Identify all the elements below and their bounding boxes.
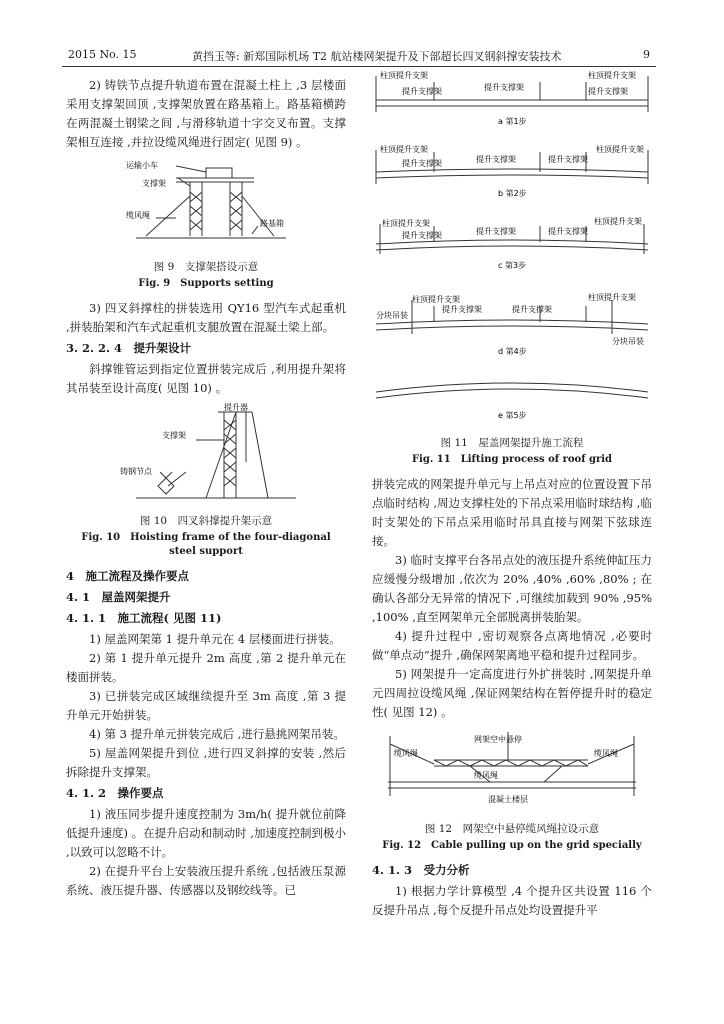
figure-caption-en: Fig. 11 Lifting process of roof grid [411,454,613,465]
fig11-d-label: 提升支撑架 [512,305,552,314]
paragraph: 1) 屋盖网架第 1 提升单元在 4 层楼面进行拼装。 [89,632,341,646]
paragraph: 3) 已拼装完成区域继续提升至 3m 高度 ,第 3 提升单元开始拼装。 [66,689,346,722]
fig11-step-label: d 第4步 [498,347,527,356]
fig11-d-label: 柱顶提升支架 [588,293,636,302]
paragraph: 2) 第 1 提升单元提升 2m 高度 ,第 2 提升单元在楼面拼装。 [66,651,346,684]
fig11-d-label: 提升支撑架 [442,305,482,314]
paragraph: 2) 铸铁节点提升轨道布置在混凝土柱上 ,3 层楼面采用支撑架回顶 ,支撑架放置在路基箱上。路基箱横跨在两混凝土钢梁之间 ,与滑移轨道十字交叉布置。支撑架相互连接 ,并拉设缆风绳进行固定( 见图 9) 。 [66,78,346,149]
figure-caption-cn: 图 11 屋盖网架提升施工流程 [440,437,584,449]
fig12-label: 缆风绳 [474,771,498,780]
paragraph: 5) 屋盖网架提升到位 ,进行四叉斜撑的安装 ,然后拆除提升支撑架。 [66,746,346,779]
paragraph: 拼装完成的网架提升单元与上吊点对应的位置设置下吊点临时结构 ,周边支撑柱处的下吊点采用临时球结构 ,临时支架处的下吊点采用临时吊具直接与网架下弦球连接。 [372,477,652,548]
figure-caption-en: steel support [169,546,243,557]
fig11-a-label: 柱顶提升支架 [380,71,428,80]
fig11-a-label: 柱顶提升支架 [588,71,636,80]
section-heading: 4. 1. 3 受力分析 [372,863,470,877]
fig11-step-label: b 第2步 [498,189,527,198]
figure-caption-cn: 图 9 支撑架搭设示意 [153,261,259,273]
section-heading: 4 施工流程及操作要点 [66,569,190,583]
fig12-label: 缆风绳 [394,749,418,758]
fig12-label: 混凝土楼层 [488,795,528,804]
lifting-process-diagram [372,56,652,424]
header-title: 黄挡玉等: 新郑国际机场 T2 航站楼网架提升及下部超长四叉钢斜撑安装技术 [192,50,562,63]
cable-pulling-diagram [382,726,642,810]
fig11-a-label: 提升支撑架 [484,83,524,92]
fig11-c-label: 提升支撑架 [476,227,516,236]
section-heading: 4. 1. 2 操作要点 [66,786,164,800]
left-column [66,76,346,900]
figure-12 [372,726,652,853]
fig11-d-label: 分块吊装 [376,311,408,320]
paragraph: 4) 提升过程中 ,密切观察各点离地情况 ,必要时做“单点动”提升 ,确保网架离地平稳和提升过程同步。 [372,629,652,662]
fig11-c-label: 柱顶提升支架 [594,217,642,226]
figure-caption-en: Fig. 12 Cable pulling up on the grid specially [382,840,642,851]
fig11-d-label: 柱顶提升支架 [412,295,460,304]
paragraph: 1) 根据力学计算模型 ,4 个提升区共设置 116 个反提升吊点 ,每个反提升吊点处均设置提升平 [372,884,652,917]
paragraph: 2) 在提升平台上安装液压提升系统 ,包括液压泵源系统、液压提升器、传感器以及钢绞线等。已 [66,864,346,897]
fig10-label: 支撑架 [162,431,186,440]
section-heading: 4. 1. 1 施工流程( 见图 11) [66,611,222,625]
fig11-a-label: 提升支撑架 [588,87,628,96]
fig11-b-label: 提升支撑架 [548,155,588,164]
figure-9 [66,156,346,291]
fig9-label: 运输小车 [126,161,158,170]
fig11-b-label: 柱顶提升支架 [380,145,428,154]
paragraph: 5) 网架提升一定高度进行外扩拼装时 ,网架提升单元四周拉设缆风绳 ,保证网架结构在暂停提升时的稳定性( 见图 12) 。 [372,667,652,719]
fig11-c-label: 柱顶提升支架 [382,219,430,228]
fig11-a-label: 提升支撑架 [402,87,442,96]
fig9-label: 支撑架 [142,179,166,188]
paragraph: 3) 临时支撑平台各吊点处的液压提升系统伸缸压力应缓慢分级增加 ,依次为 20% ,40% ,60% ,80% ; 在确认各部分无异常的情况下 ,可继续加载到 90% ,95% ,100% ,直至网架单元全部脱离拼装胎架。 [372,553,652,624]
fig12-label: 缆风绳 [594,749,618,758]
paragraph: 1) 液压同步提升速度控制为 3m/h( 提升就位前降低提升速度) 。在提升启动和制动时 ,加速度控制到极小 ,以致可以忽略不计。 [66,807,346,859]
issue-number: 2015 No. 15 [68,48,137,61]
right-column [372,56,652,920]
fig10-label: 铸钢节点 [120,467,152,476]
figure-10 [66,402,346,559]
fig9-label: 缆风绳 [126,211,150,220]
fig11-b-label: 柱顶提升支架 [596,145,644,154]
paragraph: 3) 四叉斜撑柱的拼装选用 QY16 型汽车式起重机 ,拼装胎架和汽车式起重机支腿放置在混凝土梁上部。 [66,301,346,334]
hoisting-frame-diagram [106,402,306,502]
figure-caption-en: Fig. 10 Hoisting frame of the four-diagonal [81,532,331,543]
fig11-step-label: e 第5步 [498,411,527,420]
fig11-step-label: a 第1步 [498,117,527,126]
fig11-d-label: 分块吊装 [612,337,644,346]
section-heading: 4. 1 屋盖网架提升 [66,590,171,604]
figure-caption-cn: 图 12 网架空中悬停缆风绳拉设示意 [424,823,600,835]
fig9-label: 路基箱 [260,219,284,228]
fig10-label: 提升器 [224,403,248,412]
figure-caption-cn: 图 10 四叉斜撑提升架示意 [139,515,273,527]
fig12-label: 网架空中悬停 [474,735,522,744]
section-heading: 3. 2. 2. 4 提升架设计 [66,341,192,355]
figure-11 [372,56,652,467]
page-number: 9 [643,48,650,61]
fig11-b-label: 提升支撑架 [402,159,442,168]
fig11-c-label: 提升支撑架 [402,231,442,240]
supports-diagram [106,156,306,248]
fig11-step-label: c 第3步 [498,261,527,270]
fig11-b-label: 提升支撑架 [476,155,516,164]
paragraph: 4) 第 3 提升单元拼装完成后 ,进行悬挑网架吊装。 [89,727,345,741]
figure-caption-en: Fig. 9 Supports setting [138,278,274,289]
paragraph: 斜撑锥管运到指定位置拼装完成后 ,利用提升架将其吊装至设计高度( 见图 10) 。 [66,362,346,395]
fig11-c-label: 提升支撑架 [548,227,588,236]
